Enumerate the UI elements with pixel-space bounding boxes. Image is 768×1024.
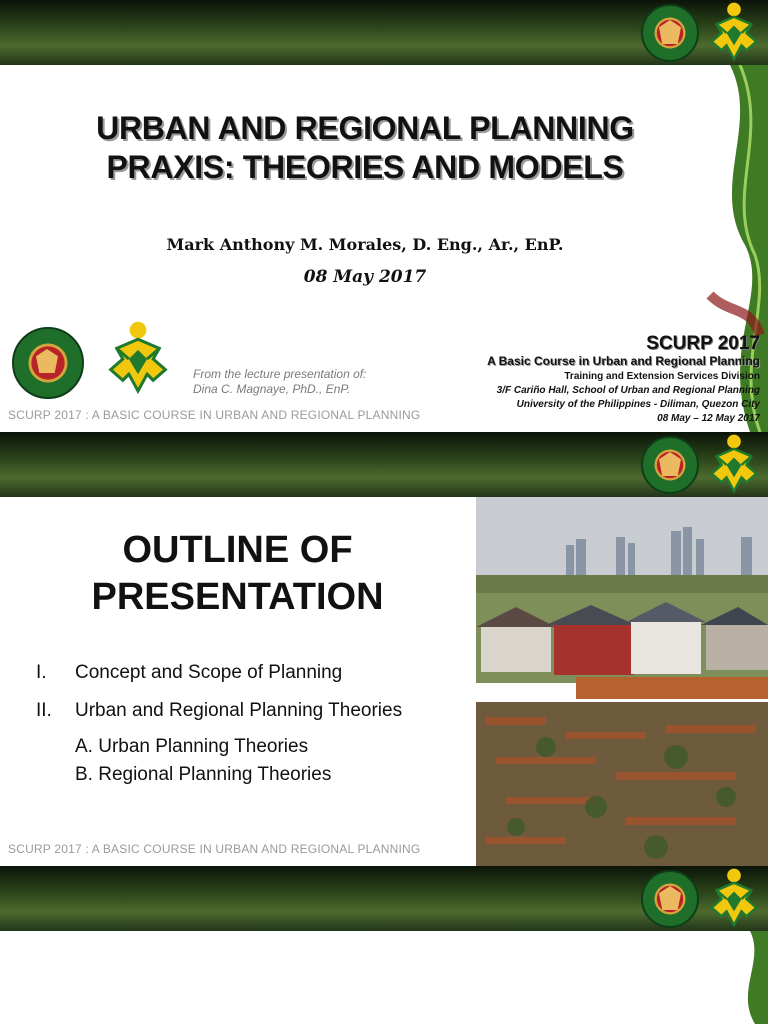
credit-line-1: From the lecture presentation of: [193,367,367,381]
event-university: University of the Philippines - Diliman, Quezon City [516,399,760,410]
up-seal-icon [12,327,84,399]
up-seal-icon [641,4,699,62]
event-course: A Basic Course in Urban and Regional Planning [487,354,760,368]
event-venue: 3/F Cariño Hall, School of Urban and Regional Planning [496,385,760,396]
surp-logo-icon [703,868,765,930]
author-name: Mark Anthony M. Morales, D. Eng., Ar., EnP. [166,235,564,254]
outline-item-text: Urban and Regional Planning Theories [75,700,403,721]
slide-footer: SCURP 2017 : A BASIC COURSE IN URBAN AND REGIONAL PLANNING [8,408,421,422]
header-band [0,866,768,931]
event-dates: 08 May – 12 May 2017 [657,413,760,424]
surp-logo-icon [703,434,765,496]
suburban-photo [476,497,768,866]
up-seal-icon [641,870,699,928]
title-slide [0,65,768,432]
event-division: Training and Extension Services Division [564,371,760,382]
title-line-1: URBAN AND REGIONAL PLANNING [96,110,634,146]
outline-item-text: Concept and Scope of Planning [75,662,343,683]
slide-title [40,109,690,187]
outline-item-number: I. [36,662,47,683]
outline-subitem: B. Regional Planning Theories [75,764,332,785]
event-title: SCURP 2017 [646,333,760,354]
up-seal-icon [641,436,699,494]
outline-title-line-2: PRESENTATION [91,576,384,618]
outline-subitem: A. Urban Planning Theories [75,736,309,757]
header-band [0,0,768,65]
header-band [0,432,768,497]
title-line-2: PRAXIS: THEORIES AND MODELS [106,149,624,185]
presentation-date: 08 May 2017 [303,267,427,287]
slide-footer: SCURP 2017 : A BASIC COURSE IN URBAN AND REGIONAL PLANNING [8,842,421,856]
credit-text [193,367,366,397]
green-ribbon-decoration [730,931,768,1024]
outline-title-line-1: OUTLINE OF [122,529,353,571]
outline-slide [0,497,768,866]
next-slide-partial [0,931,768,1024]
outline-title [30,527,445,621]
surp-logo-icon [703,2,765,64]
surp-logo-icon [100,319,176,399]
outline-item-number: II. [36,700,52,721]
credit-line-2: Dina C. Magnaye, PhD., EnP. [193,382,351,396]
